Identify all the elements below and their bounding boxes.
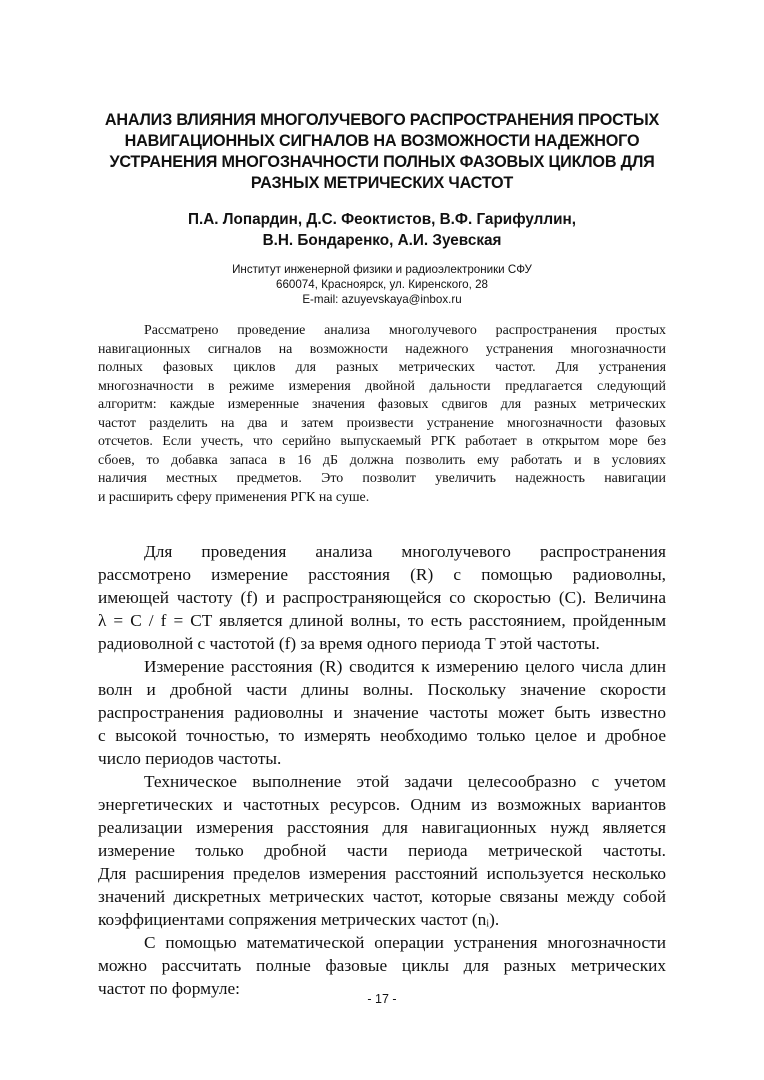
affiliation-institute: Институт инженерной физики и радиоэлектроники СФУ (232, 263, 532, 276)
affiliation-email: E-mail: azuyevskaya@inbox.ru (302, 293, 462, 306)
body-line: энергетических и частотных ресурсов. Одним из возможных вариантов (98, 795, 666, 814)
body-line: имеющей частоту (f) и распространяющейся со скоростью (C). Величина (98, 588, 666, 607)
abstract-line: наличия местных предметов. Это позволит увеличить надежность навигации (98, 471, 666, 486)
abstract-line: и расширить сферу применения РГК на суше. (98, 489, 370, 505)
abstract-line: отсчетов. Если учесть, что серийно выпускаемый РГК работает в открытом море без (98, 434, 666, 449)
abstract-line: частот разделить на два и затем произвести устранение многозначности фазовых (98, 415, 666, 431)
body-line: частот по формуле: (98, 979, 240, 998)
body-line: С помощью математической операции устранения многозначности (144, 933, 666, 952)
body-line: измерение только дробной части периода метрической частоты. (98, 841, 666, 860)
body-line: реализации измерения расстояния для навигационных нужд является (98, 818, 666, 837)
body-text (98, 540, 666, 1000)
body-line: волн и дробной части длины волны. Поскольку значение скорости (98, 680, 666, 699)
body-line: число периодов частоты. (98, 749, 282, 768)
abstract-line: навигационных сигналов на возможности надежного устранения многозначности (98, 341, 666, 357)
authors-line: В.Н. Бондаренко, А.И. Зуевская (262, 232, 502, 249)
abstract-line: сбоев, то добавка запаса в 16 дБ должна позволить ему работать и в условиях (98, 452, 666, 468)
paragraph-1 (98, 540, 666, 655)
paragraph-4 (98, 931, 666, 1000)
body-line: Для проведения анализа многолучевого распространения (144, 542, 666, 561)
body-line: Техническое выполнение этой задачи целесообразно с учетом (144, 772, 666, 791)
title-line: РАЗНЫХ МЕТРИЧЕСКИХ ЧАСТОТ (250, 174, 514, 192)
body-line: можно рассчитать полные фазовые циклы для разных метрических (98, 956, 666, 975)
title-line: НАВИГАЦИОННЫХ СИГНАЛОВ НА ВОЗМОЖНОСТИ НАДЕЖНОГО (124, 132, 640, 150)
page-number: - 17 - (367, 992, 397, 1006)
title-line: АНАЛИЗ ВЛИЯНИЯ МНОГОЛУЧЕВОГО РАСПРОСТРАНЕНИЯ ПРОСТЫХ (104, 111, 660, 129)
body-line: λ = C / f = CT является длиной волны, то есть расстоянием, пройденным (98, 611, 666, 630)
body-line: коэффициентами сопряжения метрических частот (nᵢ). (98, 910, 500, 929)
body-line: распространения радиоволны и значение частоты может быть известно (98, 703, 666, 722)
abstract-line: алгоритм: каждые измеренные значения фазовых сдвигов для разных метрических (98, 397, 666, 412)
paper-title (96, 110, 668, 194)
paragraph-3 (98, 770, 666, 931)
authors-line: П.А. Лопардин, Д.С. Феоктистов, В.Ф. Гарифуллин, (187, 211, 577, 228)
title-line: УСТРАНЕНИЯ МНОГОЗНАЧНОСТИ ПОЛНЫХ ФАЗОВЫХ ЦИКЛОВ ДЛЯ (109, 153, 655, 171)
affiliation-address: 660074, Красноярск, ул. Киренского, 28 (276, 278, 488, 291)
body-line: Для расширения пределов измерения расстояний используется несколько (98, 864, 666, 883)
abstract-line: Рассматрено проведение анализа многолучевого распространения простых (144, 323, 666, 338)
body-line: значений дискретных метрических частот, которые связаны между собой (98, 887, 666, 906)
authors (96, 209, 668, 251)
paragraph-2 (98, 655, 666, 770)
abstract-line: многозначности в режиме измерения двойной дальности предлагается следующий (98, 378, 666, 394)
body-line: Измерение расстояния (R) сводится к измерению целого числа длин (144, 657, 666, 676)
body-line: с высокой точностью, то измерять необходимо только целое и дробное (98, 726, 666, 745)
abstract-line: полных фазовых циклов для разных метрических частот. Для устранения (98, 360, 666, 375)
affiliation (96, 262, 668, 307)
body-line: радиоволной с частотой (f) за время одного периода T этой частоты. (98, 634, 600, 653)
abstract (98, 322, 666, 507)
body-line: рассмотрено измерение расстояния (R) с помощью радиоволны, (98, 565, 666, 584)
